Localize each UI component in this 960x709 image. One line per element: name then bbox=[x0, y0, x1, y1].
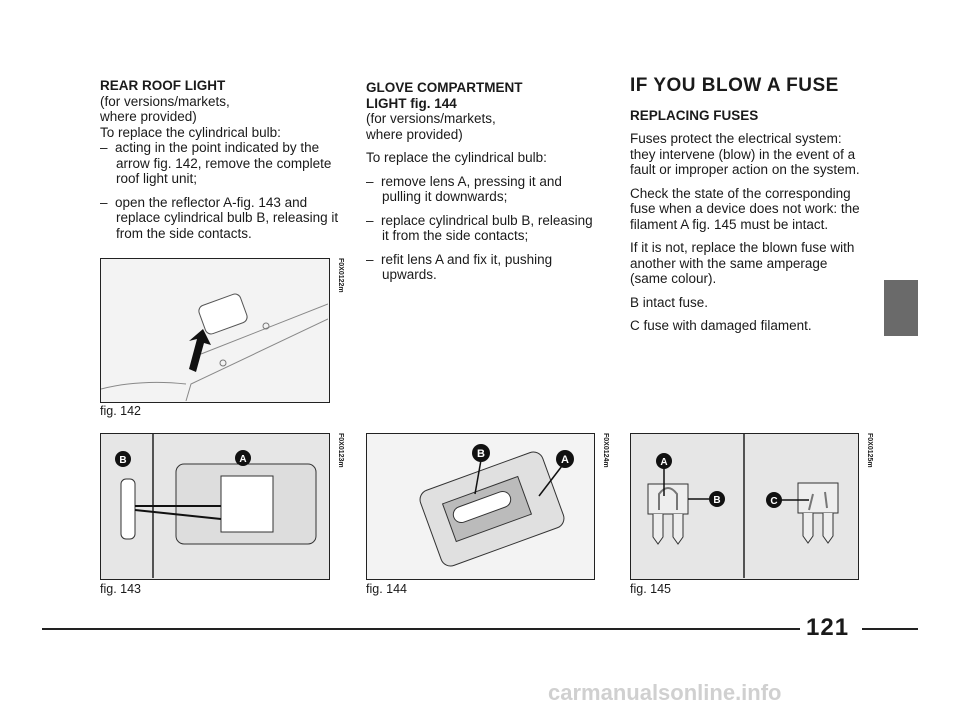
paragraph: Fuses protect the electrical system: they intervene (blow) in the event of a fault or improper action on the system. bbox=[630, 131, 860, 177]
paragraph: C fuse with damaged filament. bbox=[630, 318, 812, 333]
label-c: C bbox=[770, 496, 778, 507]
subheading: REPLACING FUSES bbox=[630, 107, 759, 123]
footer-rule bbox=[42, 628, 800, 630]
column-glove-compartment bbox=[366, 80, 602, 291]
arrow-icon bbox=[189, 329, 211, 372]
figure-144 bbox=[366, 433, 595, 580]
watermark: carmanualsonline.info bbox=[548, 680, 782, 705]
text: To replace the cylindrical bulb: bbox=[100, 124, 281, 140]
bullet: – remove lens A, pressing it and pulling it downwards; bbox=[366, 173, 562, 204]
intact-fuse bbox=[648, 484, 688, 544]
reflector-illustration bbox=[101, 434, 328, 578]
section-tab bbox=[884, 280, 918, 336]
glove-light-illustration bbox=[367, 434, 593, 578]
label-a: A bbox=[239, 454, 247, 465]
figure-code: F0X0123m bbox=[337, 433, 344, 468]
figure-caption: fig. 145 bbox=[630, 582, 672, 596]
fuse-illustration bbox=[631, 434, 857, 578]
blown-fuse bbox=[798, 483, 838, 543]
paragraph: If it is not, replace the blown fuse with another with the same amperage (same colour). bbox=[630, 240, 855, 286]
figure-caption: fig. 144 bbox=[366, 582, 408, 596]
paragraph: B intact fuse. bbox=[630, 294, 709, 310]
heading: GLOVE COMPARTMENT LIGHT fig. 144 bbox=[366, 80, 523, 111]
label-b: B bbox=[713, 495, 721, 506]
figure-code: F0X0125m bbox=[866, 433, 873, 468]
bullet: – open the reflector A-fig. 143 and replace cylindrical bulb B, releasing it from the side contacts. bbox=[100, 194, 339, 241]
label-a: A bbox=[660, 457, 668, 468]
label-a: A bbox=[561, 454, 569, 466]
figure-caption: fig. 142 bbox=[100, 404, 142, 418]
figure-code: F0X0124m bbox=[602, 433, 609, 468]
bullet: – replace cylindrical bulb B, releasing it from the side contacts; bbox=[366, 212, 593, 243]
column-fuses bbox=[630, 75, 866, 342]
label-b: B bbox=[477, 448, 485, 460]
figure-143 bbox=[100, 433, 330, 580]
heading: REAR ROOF LIGHT bbox=[100, 78, 226, 93]
section-title: IF YOU BLOW A FUSE bbox=[630, 75, 839, 96]
text: where provided) bbox=[100, 109, 197, 124]
column-rear-roof-light bbox=[100, 78, 342, 249]
figure-caption: fig. 143 bbox=[100, 582, 142, 596]
text: To replace the cylindrical bulb: bbox=[366, 150, 547, 165]
figure-142 bbox=[100, 258, 330, 403]
figure-145 bbox=[630, 433, 859, 580]
text: (for versions/markets, bbox=[366, 111, 496, 126]
label-b: B bbox=[119, 455, 127, 466]
bullet: – refit lens A and fix it, pushing upwards. bbox=[366, 251, 553, 282]
text: where provided) bbox=[366, 126, 463, 142]
text: (for versions/markets, bbox=[100, 93, 230, 109]
bullet: – acting in the point indicated by the arrow fig. 142, remove the complete roof light unit; bbox=[100, 140, 332, 186]
page-number: 121 bbox=[806, 614, 850, 641]
paragraph: Check the state of the corresponding fuse when a device does not work: the filament A fig. 145 must be intact. bbox=[630, 185, 860, 232]
footer-rule bbox=[862, 628, 918, 630]
figure-code: F0X0122m bbox=[337, 258, 344, 293]
roof-light-illustration bbox=[101, 259, 328, 401]
